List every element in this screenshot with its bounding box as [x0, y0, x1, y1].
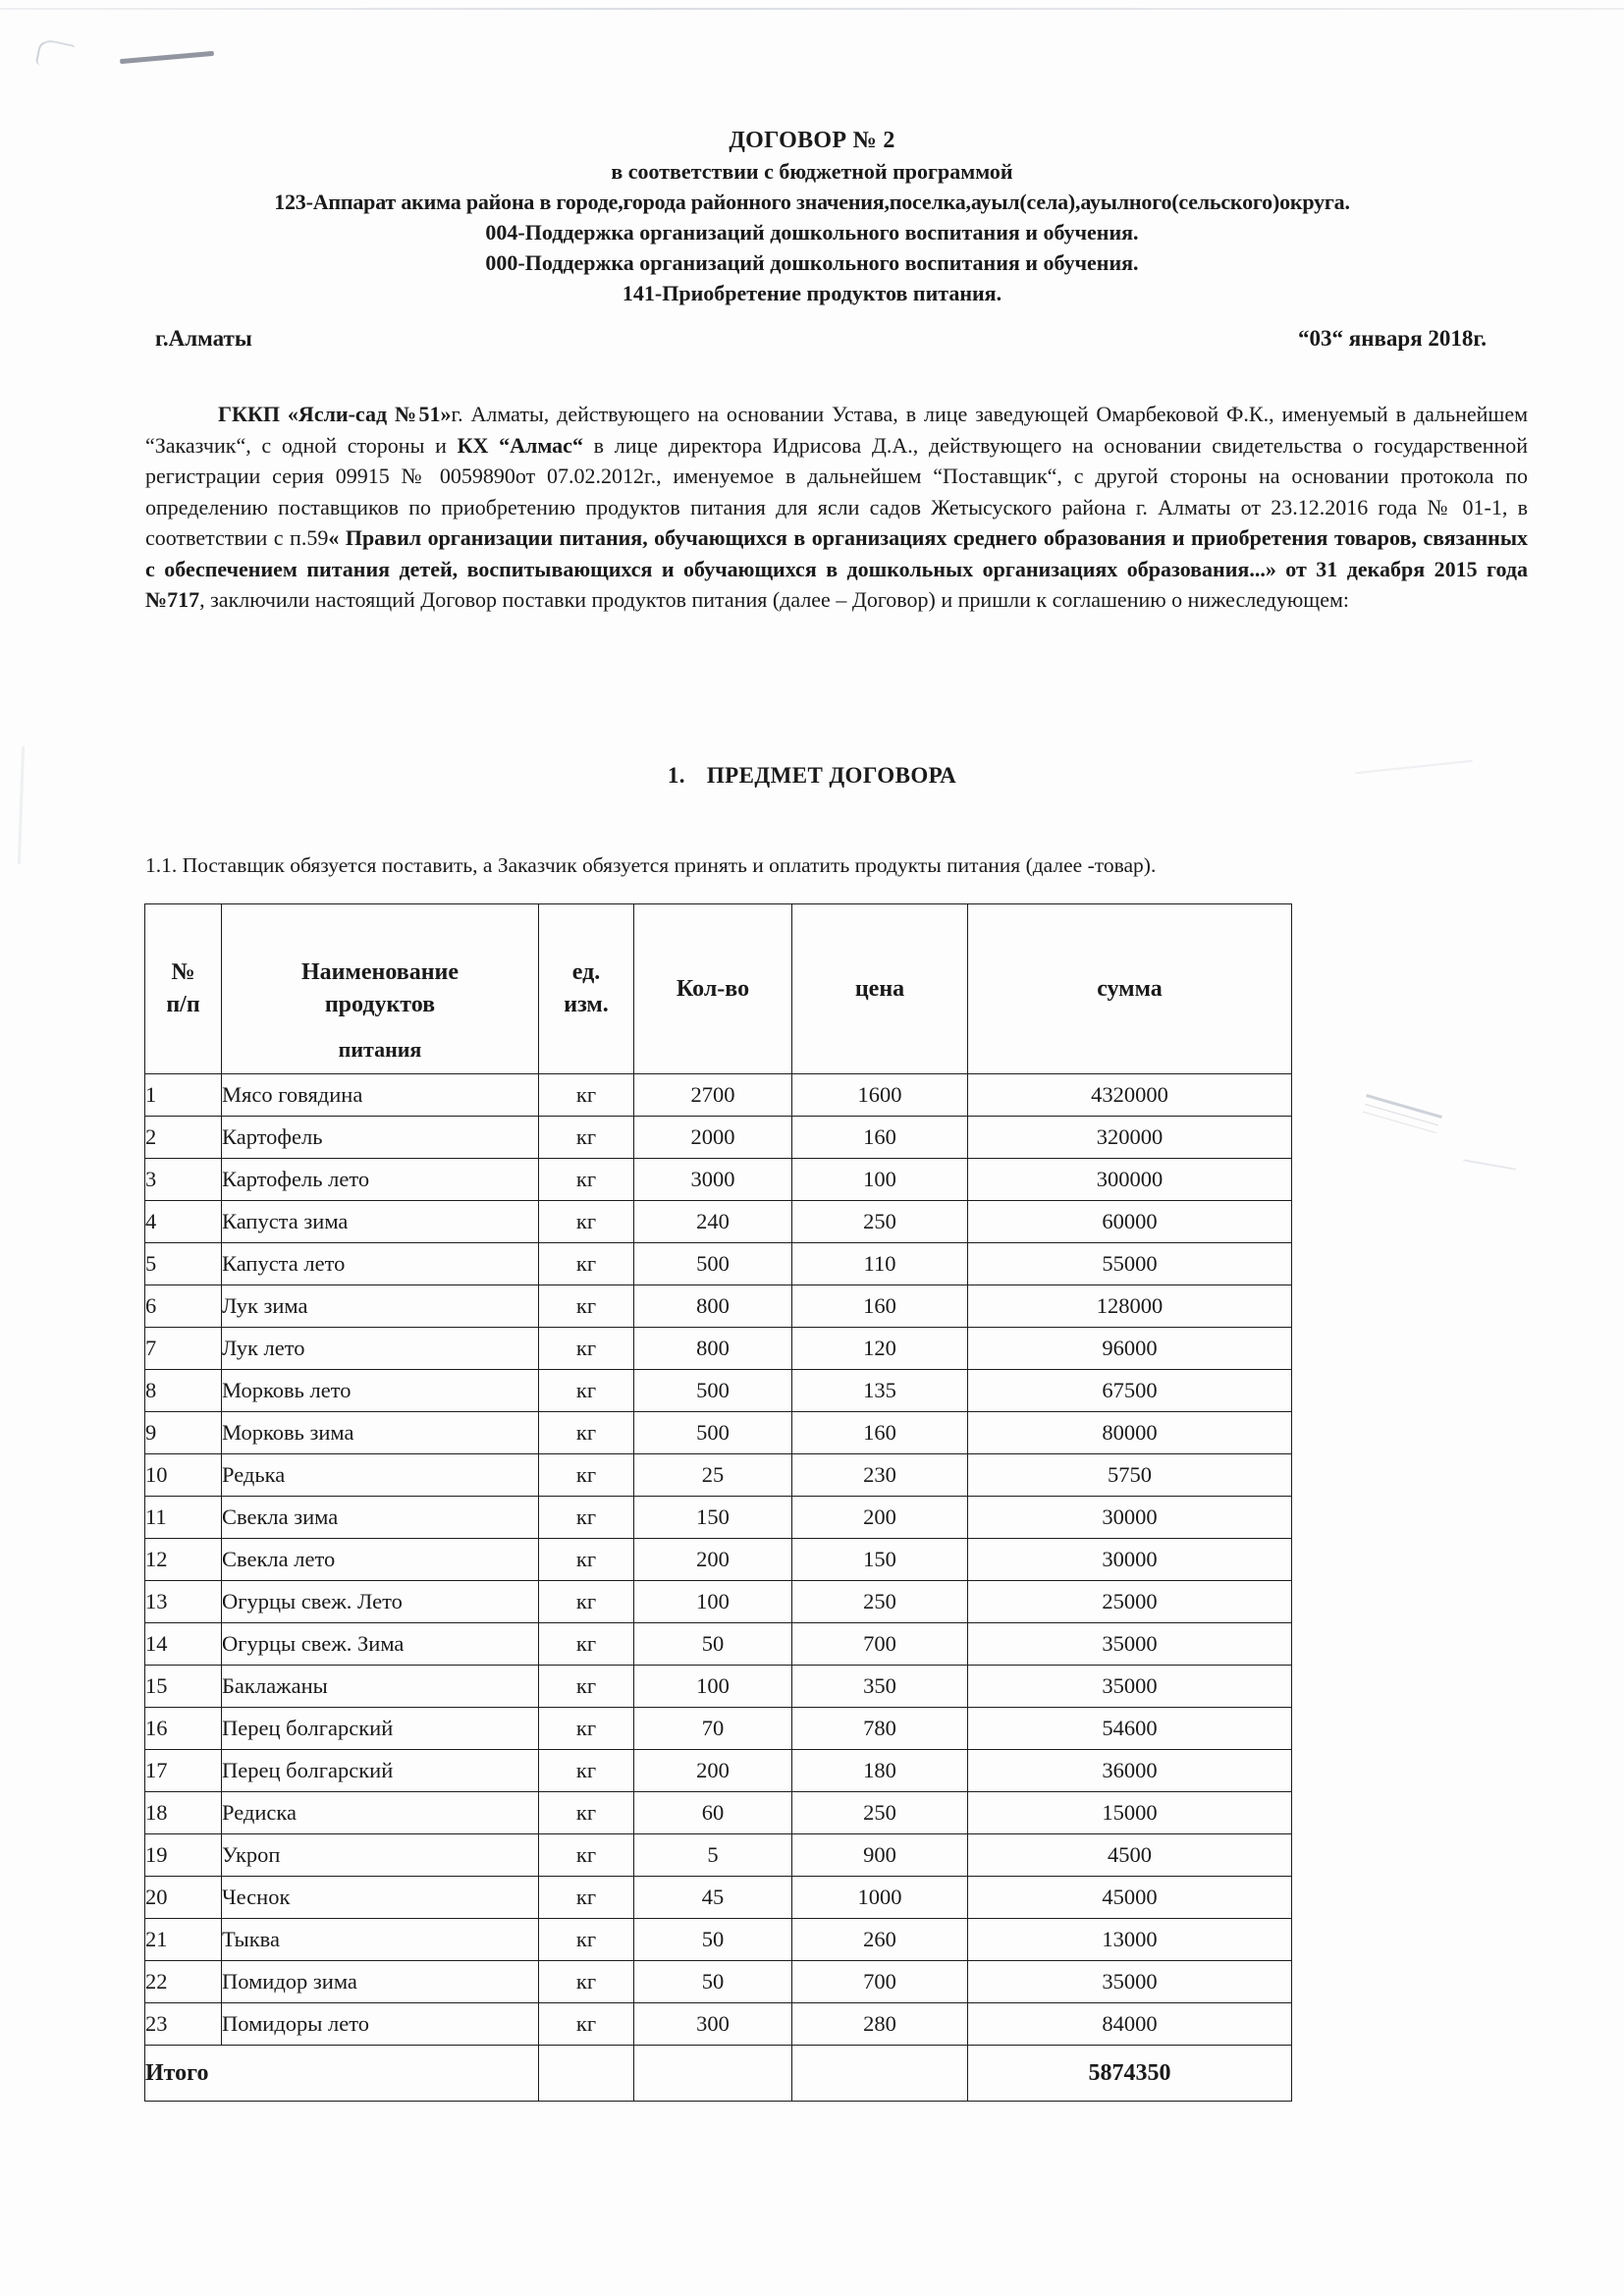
row-price: 250 — [792, 1792, 968, 1834]
row-unit: кг — [539, 1497, 634, 1539]
header-unit — [539, 904, 634, 1074]
row-quantity: 2000 — [634, 1117, 792, 1159]
row-product-name: Мясо говядина — [222, 1074, 539, 1117]
row-sum: 54600 — [968, 1708, 1292, 1750]
row-quantity: 200 — [634, 1750, 792, 1792]
row-unit: кг — [539, 1328, 634, 1370]
row-sum: 30000 — [968, 1497, 1292, 1539]
row-sum: 96000 — [968, 1328, 1292, 1370]
row-sum: 4320000 — [968, 1074, 1292, 1117]
row-price: 250 — [792, 1581, 968, 1623]
row-price: 120 — [792, 1328, 968, 1370]
row-product-name: Картофель — [222, 1117, 539, 1159]
place-label: г.Алматы — [155, 326, 252, 351]
table-row — [145, 1919, 1292, 1961]
row-price: 135 — [792, 1370, 968, 1412]
total-row — [145, 2046, 1292, 2102]
row-price: 250 — [792, 1201, 968, 1243]
row-number: 18 — [145, 1792, 222, 1834]
document-title-block — [59, 126, 1565, 308]
row-price: 260 — [792, 1919, 968, 1961]
row-number: 1 — [145, 1074, 222, 1117]
table-footer — [145, 2046, 1292, 2102]
table-row — [145, 1243, 1292, 1285]
scan-edge-line — [0, 8, 1624, 10]
table-row — [145, 1117, 1292, 1159]
row-number: 16 — [145, 1708, 222, 1750]
row-unit: кг — [539, 1201, 634, 1243]
row-quantity: 25 — [634, 1454, 792, 1497]
table-header — [145, 904, 1292, 1074]
row-sum: 15000 — [968, 1792, 1292, 1834]
row-unit: кг — [539, 1581, 634, 1623]
row-quantity: 50 — [634, 1623, 792, 1666]
header-name-line2: продуктов — [324, 992, 436, 1017]
table-row — [145, 1539, 1292, 1581]
row-unit: кг — [539, 1708, 634, 1750]
table-row — [145, 1412, 1292, 1454]
row-number: 7 — [145, 1328, 222, 1370]
row-quantity: 100 — [634, 1666, 792, 1708]
header-no-line2: п/п — [166, 992, 200, 1017]
table-row — [145, 1708, 1292, 1750]
table-row — [145, 1750, 1292, 1792]
row-quantity: 45 — [634, 1877, 792, 1919]
header-no-line1: № — [171, 959, 195, 985]
row-number: 10 — [145, 1454, 222, 1497]
header-unit-line1: ед. — [571, 959, 601, 985]
row-product-name: Перец болгарский — [222, 1708, 539, 1750]
row-product-name: Капуста лето — [222, 1243, 539, 1285]
row-number: 15 — [145, 1666, 222, 1708]
section-heading — [59, 763, 1565, 789]
row-sum: 30000 — [968, 1539, 1292, 1581]
row-product-name: Редька — [222, 1454, 539, 1497]
row-quantity: 500 — [634, 1243, 792, 1285]
row-unit: кг — [539, 1792, 634, 1834]
row-product-name: Свекла зима — [222, 1497, 539, 1539]
row-sum: 320000 — [968, 1117, 1292, 1159]
row-sum: 128000 — [968, 1285, 1292, 1328]
header-name-line1: Наименование — [301, 959, 459, 985]
table-row — [145, 1074, 1292, 1117]
table-row — [145, 1581, 1292, 1623]
row-quantity: 800 — [634, 1328, 792, 1370]
table-body — [145, 1074, 1292, 2046]
row-product-name: Чеснок — [222, 1877, 539, 1919]
row-sum: 5750 — [968, 1454, 1292, 1497]
preamble-paragraph: ГККП «Ясли-сад №51»г. Алматы, действующего на основании Устава, в лице заведующей Омарбековой Ф.К., именуемый в дальнейшем “Заказчик“, с одной стороны и КХ “Алмас“ в лице директора Идрисова Д.А., действующего на основании свидетельства о государственной регистрации серия 09915 № 0059890от 07.02.2012г., именуемое в дальнейшем “Поставщик“, с другой стороны на основании протокола по определению поставщиков по приобретению продуктов питания для ясли садов Жетысуского района г. Алматы от 23.12.2016 года № 01-1, в соответствии с п.59« Правил организации питания, обучающихся в организациях среднего образования и приобретения товаров, связанных с обеспечением питания детей, воспитывающихся и обучающихся в дошкольных организациях образования...» от 31 декабря 2015 года №717, заключили настоящий Договор поставки продуктов питания (далее – Договор) и пришли к соглашению о нижеследующем: — [145, 402, 1529, 612]
scan-artifact-streak — [1366, 1094, 1442, 1119]
row-unit: кг — [539, 1539, 634, 1581]
row-price: 160 — [792, 1117, 968, 1159]
row-sum: 55000 — [968, 1243, 1292, 1285]
date-label: “03“ января 2018г. — [1298, 326, 1487, 351]
row-product-name: Морковь зима — [222, 1412, 539, 1454]
row-number: 20 — [145, 1877, 222, 1919]
row-number: 11 — [145, 1497, 222, 1539]
row-quantity: 800 — [634, 1285, 792, 1328]
row-price: 180 — [792, 1750, 968, 1792]
row-price: 160 — [792, 1412, 968, 1454]
row-sum: 84000 — [968, 2003, 1292, 2046]
row-price: 100 — [792, 1159, 968, 1201]
row-quantity: 70 — [634, 1708, 792, 1750]
row-number: 22 — [145, 1961, 222, 2003]
row-quantity: 2700 — [634, 1074, 792, 1117]
table-row — [145, 1328, 1292, 1370]
row-quantity: 240 — [634, 1201, 792, 1243]
row-quantity: 60 — [634, 1792, 792, 1834]
row-sum: 300000 — [968, 1159, 1292, 1201]
table-row — [145, 1834, 1292, 1877]
row-sum: 36000 — [968, 1750, 1292, 1792]
row-product-name: Перец болгарский — [222, 1750, 539, 1792]
row-price: 280 — [792, 2003, 968, 2046]
row-product-name: Тыква — [222, 1919, 539, 1961]
row-quantity: 300 — [634, 2003, 792, 2046]
row-price: 1600 — [792, 1074, 968, 1117]
row-sum: 35000 — [968, 1961, 1292, 2003]
row-quantity: 50 — [634, 1961, 792, 2003]
row-unit: кг — [539, 1243, 634, 1285]
row-product-name: Морковь лето — [222, 1370, 539, 1412]
row-sum: 35000 — [968, 1666, 1292, 1708]
table-header-row — [145, 904, 1292, 1074]
header-name-line3: питания — [338, 1037, 422, 1062]
row-unit: кг — [539, 1370, 634, 1412]
header-price: цена — [792, 904, 968, 1074]
row-quantity: 150 — [634, 1497, 792, 1539]
row-number: 12 — [145, 1539, 222, 1581]
total-label: Итого — [145, 2046, 539, 2102]
row-number: 3 — [145, 1159, 222, 1201]
row-sum: 60000 — [968, 1201, 1292, 1243]
row-unit: кг — [539, 1412, 634, 1454]
table-row — [145, 1877, 1292, 1919]
row-unit: кг — [539, 1623, 634, 1666]
row-product-name: Лук лето — [222, 1328, 539, 1370]
row-price: 700 — [792, 1623, 968, 1666]
row-sum: 13000 — [968, 1919, 1292, 1961]
table-row — [145, 1623, 1292, 1666]
row-number: 19 — [145, 1834, 222, 1877]
total-price-cell — [792, 2046, 968, 2102]
row-number: 2 — [145, 1117, 222, 1159]
section-number: 1. — [667, 763, 685, 788]
row-product-name: Лук зима — [222, 1285, 539, 1328]
row-number: 9 — [145, 1412, 222, 1454]
row-number: 6 — [145, 1285, 222, 1328]
row-quantity: 5 — [634, 1834, 792, 1877]
header-sum: сумма — [968, 904, 1292, 1074]
row-price: 1000 — [792, 1877, 968, 1919]
table-row — [145, 1201, 1292, 1243]
header-quantity: Кол-во — [634, 904, 792, 1074]
row-quantity: 200 — [634, 1539, 792, 1581]
table-row — [145, 1792, 1292, 1834]
row-price: 350 — [792, 1666, 968, 1708]
scan-artifact-staple — [120, 51, 214, 64]
row-quantity: 3000 — [634, 1159, 792, 1201]
row-unit: кг — [539, 1159, 634, 1201]
scan-artifact-smudge — [34, 38, 75, 73]
table-row — [145, 1370, 1292, 1412]
row-sum: 67500 — [968, 1370, 1292, 1412]
program-line-004: 004-Поддержка организаций дошкольного воспитания и обучения. — [485, 220, 1139, 245]
program-line-123: 123-Аппарат акима района в городе,города районного значения,поселка,ауыл(села),ауылного(сельского)округа. — [274, 190, 1350, 214]
row-price: 150 — [792, 1539, 968, 1581]
table-row — [145, 1159, 1292, 1201]
table-row — [145, 2003, 1292, 2046]
row-unit: кг — [539, 1919, 634, 1961]
row-unit: кг — [539, 1074, 634, 1117]
row-number: 17 — [145, 1750, 222, 1792]
row-unit: кг — [539, 1285, 634, 1328]
header-product-name — [222, 904, 539, 1074]
row-product-name: Картофель лето — [222, 1159, 539, 1201]
contract-number-title: ДОГОВОР № 2 — [729, 128, 895, 153]
header-row-number — [145, 904, 222, 1074]
budget-program-subtitle: в соответствии с бюджетной программой — [611, 159, 1013, 184]
table-row — [145, 1666, 1292, 1708]
row-number: 14 — [145, 1623, 222, 1666]
row-price: 900 — [792, 1834, 968, 1877]
row-unit: кг — [539, 1117, 634, 1159]
total-qty-cell — [634, 2046, 792, 2102]
row-unit: кг — [539, 1666, 634, 1708]
row-product-name: Огурцы свеж. Зима — [222, 1623, 539, 1666]
row-sum: 80000 — [968, 1412, 1292, 1454]
scan-artifact-streak-secondary — [1463, 1159, 1516, 1170]
row-number: 21 — [145, 1919, 222, 1961]
program-line-000: 000-Поддержка организаций дошкольного воспитания и обучения. — [485, 250, 1139, 275]
row-quantity: 100 — [634, 1581, 792, 1623]
row-sum: 45000 — [968, 1877, 1292, 1919]
table-row — [145, 1454, 1292, 1497]
row-product-name: Помидоры лето — [222, 2003, 539, 2046]
row-product-name: Редиска — [222, 1792, 539, 1834]
section-title: ПРЕДМЕТ ДОГОВОРА — [706, 763, 957, 788]
row-unit: кг — [539, 1454, 634, 1497]
row-quantity: 500 — [634, 1412, 792, 1454]
row-sum: 25000 — [968, 1581, 1292, 1623]
row-unit: кг — [539, 1834, 634, 1877]
row-price: 700 — [792, 1961, 968, 2003]
row-product-name: Свекла лето — [222, 1539, 539, 1581]
row-price: 230 — [792, 1454, 968, 1497]
row-price: 200 — [792, 1497, 968, 1539]
row-quantity: 500 — [634, 1370, 792, 1412]
program-line-141: 141-Приобретение продуктов питания. — [622, 281, 1002, 305]
row-number: 4 — [145, 1201, 222, 1243]
row-price: 110 — [792, 1243, 968, 1285]
row-unit: кг — [539, 1750, 634, 1792]
clause-1-1: 1.1. Поставщик обязуется поставить, а Заказчик обязуется принять и оплатить продукты питания (далее -товар). — [145, 853, 1157, 877]
row-sum: 35000 — [968, 1623, 1292, 1666]
row-unit: кг — [539, 1961, 634, 2003]
row-product-name: Капуста зима — [222, 1201, 539, 1243]
row-price: 160 — [792, 1285, 968, 1328]
scan-artifact-left-line — [18, 746, 25, 864]
row-sum: 4500 — [968, 1834, 1292, 1877]
row-number: 5 — [145, 1243, 222, 1285]
row-number: 13 — [145, 1581, 222, 1623]
row-product-name: Огурцы свеж. Лето — [222, 1581, 539, 1623]
row-product-name: Баклажаны — [222, 1666, 539, 1708]
food-products-table — [144, 903, 1292, 2102]
row-number: 8 — [145, 1370, 222, 1412]
row-unit: кг — [539, 1877, 634, 1919]
place-and-date-row — [147, 326, 1522, 352]
row-number: 23 — [145, 2003, 222, 2046]
row-unit: кг — [539, 2003, 634, 2046]
total-sum-value: 5874350 — [968, 2046, 1292, 2102]
row-price: 780 — [792, 1708, 968, 1750]
row-product-name: Помидор зима — [222, 1961, 539, 2003]
row-product-name: Укроп — [222, 1834, 539, 1877]
table-row — [145, 1497, 1292, 1539]
row-quantity: 50 — [634, 1919, 792, 1961]
total-unit-cell — [539, 2046, 634, 2102]
table-row — [145, 1961, 1292, 2003]
table-row — [145, 1285, 1292, 1328]
header-unit-line2: изм. — [564, 992, 609, 1017]
